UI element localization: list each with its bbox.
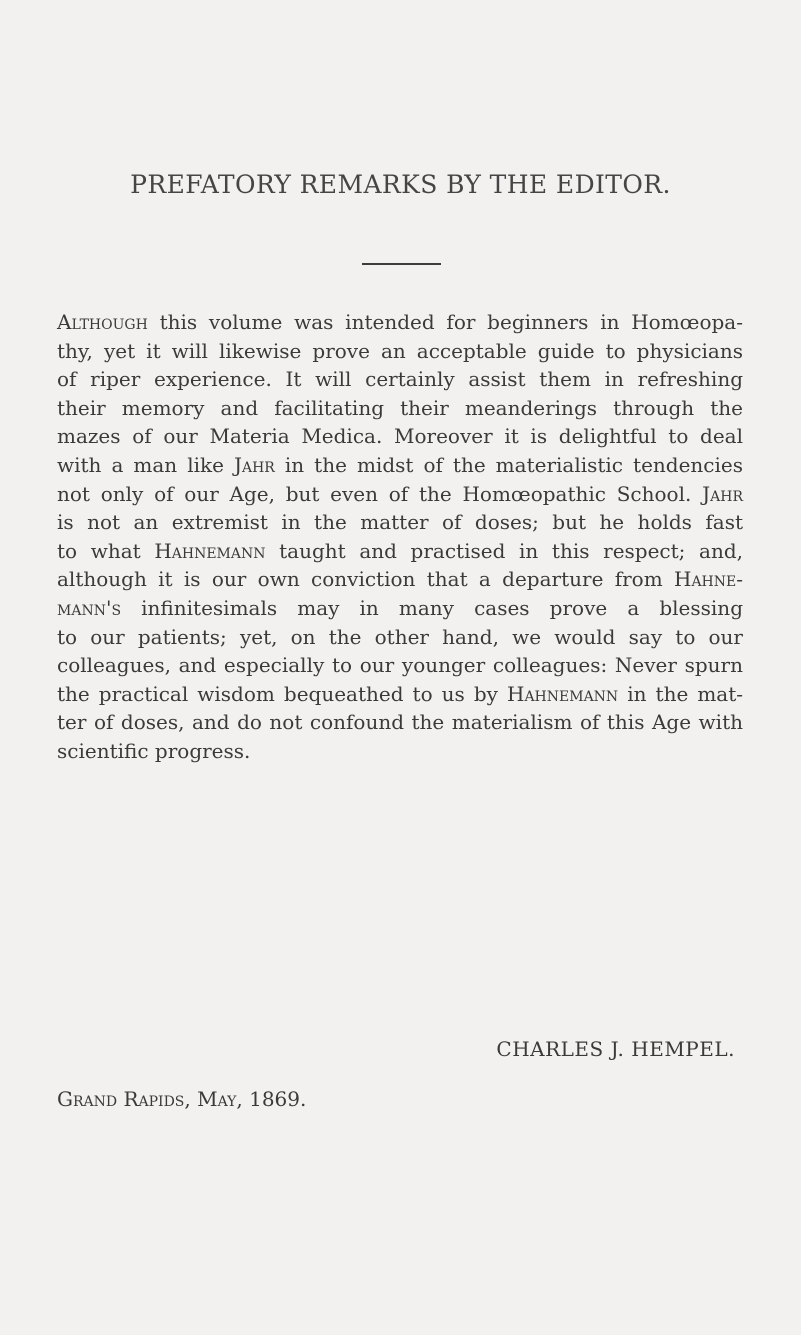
opening-word: Although bbox=[57, 310, 148, 334]
author-name: Hahne- bbox=[674, 567, 743, 592]
text-line: not only of our Age, but even of the Homœopathic School. Jahr bbox=[57, 481, 743, 506]
text-line: scientific progress. bbox=[57, 738, 251, 763]
text-line: with a man like Jahr in the midst of the materialistic tendencies bbox=[57, 452, 744, 477]
text-line: mann's infinitesimals may in many cases prove a blessing bbox=[57, 595, 743, 620]
text-line: thy, yet it will likewise prove an acceptable guide to physicians bbox=[57, 338, 743, 363]
text-line: although it is our own conviction that a departure from Hahne- bbox=[57, 567, 743, 592]
author-name: Hahnemann bbox=[154, 538, 266, 563]
text-line: is not an extremist in the matter of doses; but he holds fast bbox=[57, 510, 743, 535]
page-title: PREFATORY REMARKS BY THE EDITOR. bbox=[130, 170, 671, 199]
author-name: Hahnemann bbox=[507, 681, 619, 706]
text-line: Although this volume was intended for beginners in Homœopa- bbox=[57, 310, 743, 334]
place-and-date: Grand Rapids, May, 1869. bbox=[57, 1087, 307, 1111]
text-line: mazes of our Materia Medica. Moreover it is delightful to deal bbox=[57, 424, 743, 449]
text-line: the practical wisdom bequeathed to us by Hahnemann in the mat- bbox=[57, 681, 744, 706]
author-name: Jahr bbox=[233, 452, 275, 477]
editor-signature: CHARLES J. HEMPEL. bbox=[496, 1037, 735, 1061]
body-paragraph bbox=[57, 308, 743, 766]
text-line: to what Hahnemann taught and practised in this respect; and, bbox=[57, 538, 743, 563]
text-line: of riper experience. It will certainly assist them in refreshing bbox=[57, 367, 743, 392]
title-rule bbox=[362, 263, 441, 265]
text-line: to our patients; yet, on the other hand, we would say to our bbox=[57, 624, 743, 649]
text-line: colleagues, and especially to our younger colleagues: Never spurn bbox=[57, 653, 743, 678]
text-line: their memory and facilitating their meanderings through the bbox=[57, 395, 743, 420]
author-name: mann's bbox=[57, 595, 122, 620]
author-name: Jahr bbox=[702, 481, 743, 506]
text-line: ter of doses, and do not confound the materialism of this Age with bbox=[57, 710, 743, 735]
